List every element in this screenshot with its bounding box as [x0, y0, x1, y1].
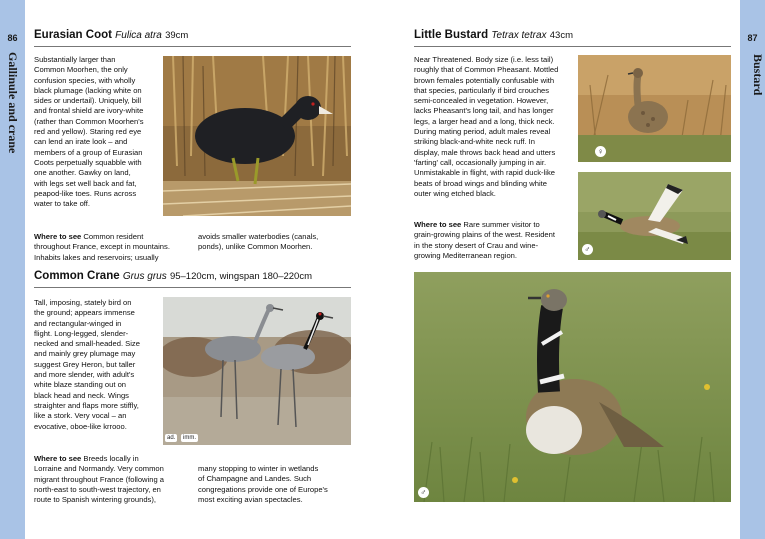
text-line: straighter and flaps more stiffly,: [34, 400, 139, 410]
coot-title-rule: [34, 46, 351, 47]
crane-common-name: Common Crane: [34, 270, 120, 282]
text-line: beats of broad wings and blinding white: [414, 178, 547, 188]
text-line: (rather than Common Moorhen's: [34, 116, 144, 126]
bustard-male-image: [414, 272, 731, 502]
text-line: [414, 220, 576, 230]
text-line: in the stony desert of Crau and wine-: [414, 240, 539, 250]
text-line: the ground; appears immense: [34, 308, 135, 318]
text-line: Substantially larger than: [34, 55, 116, 64]
text-line: legs, a larger head and a long, thick neck.: [414, 116, 555, 126]
text-line: peapod-like toes. Runs across: [34, 188, 137, 198]
crane-description: [34, 298, 162, 432]
text-line: white blaze standing out on: [34, 380, 127, 390]
bustard-flight-image: [578, 172, 731, 260]
crane-photo-image: [163, 297, 351, 445]
bustard-title: [414, 29, 573, 41]
crane-where-label: Where to see: [34, 454, 82, 463]
text-line: that species, particularly if bird crouches: [414, 85, 550, 95]
text-line: confusion species, with wholly: [34, 75, 136, 85]
text-line: Common Moorhen, the only: [34, 65, 128, 75]
crane-where-col1: [34, 454, 199, 505]
text-line: one another. Gawky on land,: [34, 168, 131, 178]
text-line: evocative, oboe-like krrooo.: [34, 421, 127, 431]
bustard-male-photo: [414, 272, 731, 502]
bustard-where-label: Where to see: [414, 220, 462, 229]
text-line: many stopping to winter in wetlands: [198, 464, 319, 473]
text-line: striking black-and-white neck ruff. In: [414, 137, 535, 147]
bustard-latin-name: Tetrax tetrax: [491, 30, 547, 41]
text-line: and mainly grey plumage may: [34, 349, 136, 359]
text-line: most exciting avian spectacles.: [198, 494, 303, 504]
bustard-title-rule: [414, 46, 731, 47]
text-line: avoids smaller waterbodies (canals,: [198, 232, 319, 241]
text-line: brown females potentially confusable with: [414, 75, 555, 85]
crane-immature-tag: imm.: [183, 435, 196, 441]
text-line: lacks Pheasant's long tail, and has longer: [414, 106, 554, 116]
text-span: Common resident: [83, 232, 144, 241]
bustard-size: 43cm: [549, 30, 573, 41]
text-line: black head and neck. Wings: [34, 390, 129, 400]
text-line: outer wing etched black.: [414, 188, 496, 198]
male-main-symbol-icon: ♂: [418, 487, 429, 498]
coot-title: [34, 29, 188, 41]
crane-title: [34, 270, 312, 282]
text-line: sides or undertail). Uniquely, bill: [34, 96, 142, 106]
coot-where-col2: [198, 232, 353, 253]
text-span: Rare summer visitor to: [463, 220, 540, 229]
text-line: Near Threatened. Body size (i.e. less tail): [414, 55, 554, 64]
text-line: roughly that of Common Pheasant. Mottled: [414, 65, 559, 75]
text-line: necked and small-headed. Size: [34, 339, 140, 349]
text-line: and more slender, with adult's: [34, 370, 135, 380]
coot-size: 39cm: [165, 30, 189, 41]
text-line: flight. Long-legged, slender-: [34, 328, 129, 338]
text-line: Tall, imposing, stately bird on: [34, 298, 132, 307]
coot-where-col1: [34, 232, 199, 263]
text-line: [34, 232, 199, 242]
coot-latin-name: Fulica atra: [115, 30, 162, 41]
coot-common-name: Eurasian Coot: [34, 29, 112, 41]
crane-where-col2: [198, 464, 353, 505]
text-line: suggest Grey Heron, but taller: [34, 359, 136, 369]
left-section-label: Gallinule and crane: [6, 52, 20, 154]
text-line: ponds), unlike Common Moorhen.: [198, 242, 313, 252]
male-symbol-icon: ♂: [582, 244, 593, 255]
text-line: throughout France, except in mountains.: [34, 242, 170, 252]
text-span: Breeds locally in: [83, 454, 139, 463]
text-line: grain-growing plains of the west. Resident: [414, 230, 555, 240]
crane-title-rule: [34, 287, 351, 288]
text-line: red and yellow). Staring red eye: [34, 127, 142, 137]
crane-adult-tag: ad.: [167, 435, 176, 441]
text-line: congregations provide one of Europe's: [198, 484, 328, 494]
text-line: north-east to south-west trajectory, en: [34, 484, 161, 494]
text-line: and rectangular-winged in: [34, 318, 122, 328]
female-symbol-icon: ♀: [595, 146, 606, 157]
text-line: [34, 454, 199, 464]
text-line: display, male throws back head and utters: [414, 147, 556, 157]
bustard-common-name: Little Bustard: [414, 29, 489, 41]
coot-photo-image: [163, 56, 351, 216]
text-line: semi-concealed in vegetation. However,: [414, 96, 549, 106]
text-line: members of a group of Eurasian: [34, 147, 143, 157]
bustard-flight-photo: [578, 172, 731, 260]
left-page-number: 86: [7, 32, 18, 43]
text-line: of Champagne and Landes. Such: [198, 474, 312, 484]
text-line: Inhabits lakes and reservoirs; usually: [34, 252, 159, 262]
coot-where-label: Where to see: [34, 232, 82, 241]
crane-photo: [163, 297, 351, 445]
text-line: water to take off.: [34, 199, 91, 209]
text-line: During mating period, adult males reveal: [414, 127, 551, 137]
text-line: black plumage (lacking white on: [34, 85, 142, 95]
text-line: Lorraine and Normandy. Very common: [34, 464, 164, 474]
text-line: with legs set well back and fat,: [34, 178, 137, 188]
right-section-label: Bustard: [751, 54, 765, 96]
text-line: like a stork. Very vocal – an: [34, 411, 127, 421]
crane-size: 95–120cm, wingspan 180–220cm: [169, 271, 313, 282]
text-line: growing Mediterranean region.: [414, 250, 517, 260]
text-line: and frontal shield are ivory-white: [34, 106, 144, 116]
text-line: Coots perpetually squabble with: [34, 157, 142, 167]
text-line: 'farting' call, occasionally jumping in air.: [414, 157, 547, 167]
text-line: route to Spanish wintering grounds),: [34, 495, 156, 505]
text-line: can lend an irate look – and: [34, 137, 128, 147]
right-page-number: 87: [747, 32, 758, 43]
bustard-description: [414, 55, 576, 199]
bustard-where: [414, 220, 576, 261]
crane-latin-name: Grus grus: [122, 271, 167, 282]
text-line: migrant throughout France (following a: [34, 474, 165, 484]
text-line: Unmistakable in flight, with rapid duck-like: [414, 168, 555, 178]
coot-photo: [163, 56, 351, 216]
coot-description: [34, 55, 160, 209]
